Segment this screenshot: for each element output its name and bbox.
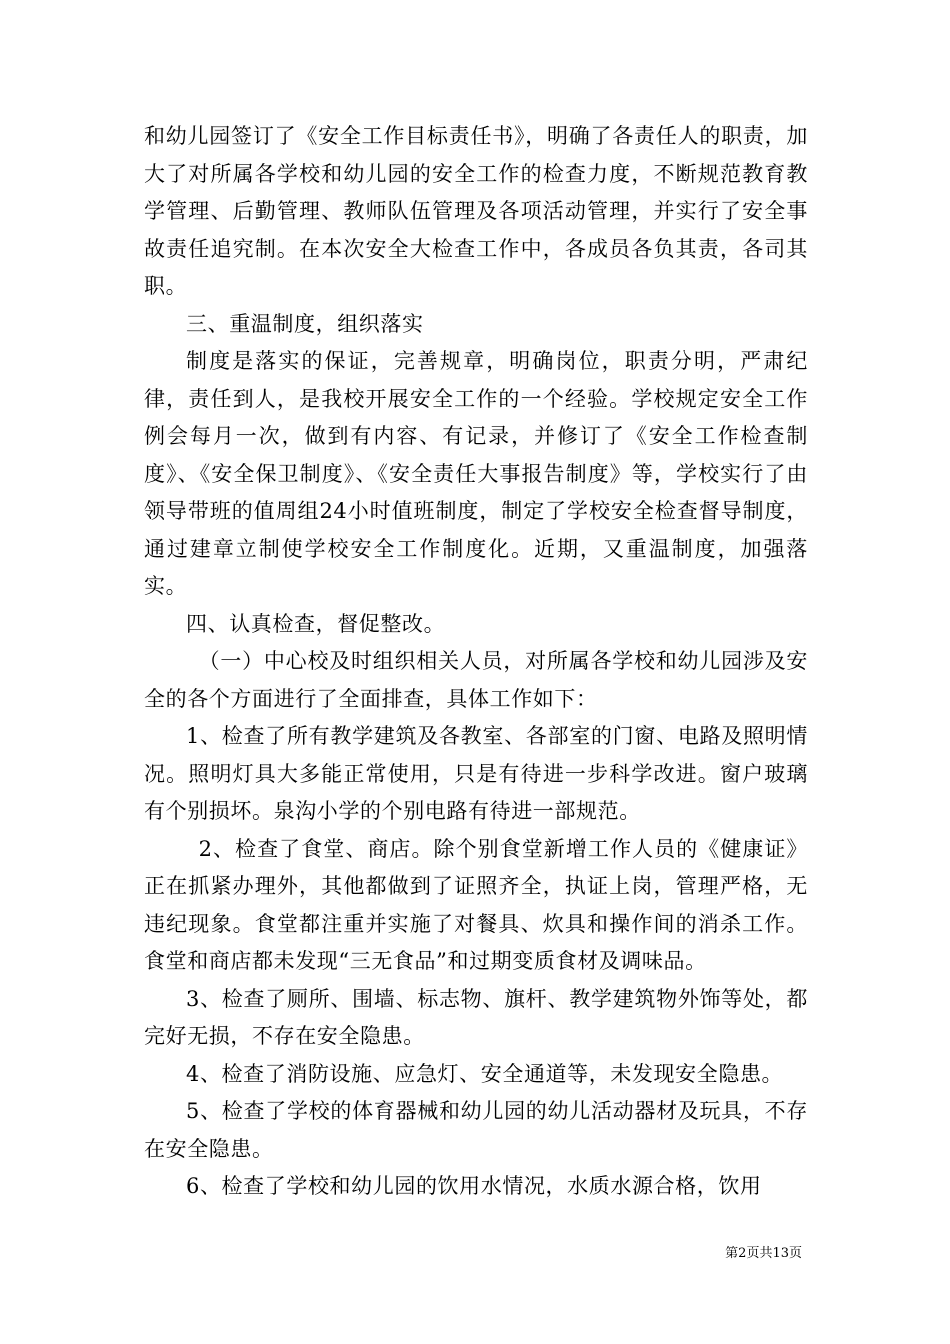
list-item-4: 4、检查了消防设施、应急灯、安全通道等，未发现安全隐患。 <box>186 1061 784 1086</box>
document-body <box>144 118 808 1206</box>
paragraph-system: 制度是落实的保证，完善规章，明确岗位，职责分明，严肃纪律，责任到人，是我校开展安全工作的一个经验。学校规定安全工作例会每月一次，做到有内容、有记录，并修订了《安全工作检查制度》、《安全保卫制度》、《安全责任大事报告制度》等，学校实行了由领导带班的值周组24小时值班制度，制定了学校安全检查督导制度，通过建章立制使学校安全工作制度化。近期，又重温制度，加强落实。 <box>144 349 808 598</box>
list-item-1: 1、检查了所有教学建筑及各教室、各部室的门窗、电路及照明情况。照明灯具大多能正常使用，只是有待进一步科学改进。窗户玻璃有个别损坏。泉沟小学的个别电路有待进一部规范。 <box>144 724 808 823</box>
list-item-2: 2、检查了食堂、商店。除个别食堂新增工作人员的《健康证》正在抓紧办理外，其他都做到了证照齐全，执证上岗，管理严格，无违纪现象。食堂都注重并实施了对餐具、炊具和操作间的消杀工作。食堂和商店都未发现“三无食品”和过期变质食材及调味品。 <box>144 836 808 973</box>
paragraph-continuation: 和幼儿园签订了《安全工作目标责任书》，明确了各责任人的职责，加大了对所属各学校和幼儿园的安全工作的检查力度，不断规范教育教学管理、后勤管理、教师队伍管理及各项活动管理，并实行了安全事故责任追究制。在本次安全大检查工作中，各成员各负其责，各司其职。 <box>144 124 808 298</box>
subsection-heading-1: （一）中心校及时组织相关人员，对所属各学校和幼儿园涉及安全的各个方面进行了全面排查，具体工作如下： <box>144 649 808 711</box>
section-heading-3: 三、重温制度，组织落实 <box>186 311 424 336</box>
list-item-6: 6、检查了学校和幼儿园的饮用水情况，水质水源合格，饮用 <box>186 1174 762 1198</box>
section-heading-4: 四、认真检查，督促整改。 <box>186 611 446 636</box>
list-item-5: 5、检查了学校的体育器械和幼儿园的幼儿活动器材及玩具，不存在安全隐患。 <box>144 1099 808 1161</box>
page-number-footer: 第2页共13页 <box>725 1246 802 1261</box>
list-item-3: 3、检查了厕所、围墙、标志物、旗杆、教学建筑物外饰等处，都完好无损，不存在安全隐患。 <box>144 986 808 1048</box>
